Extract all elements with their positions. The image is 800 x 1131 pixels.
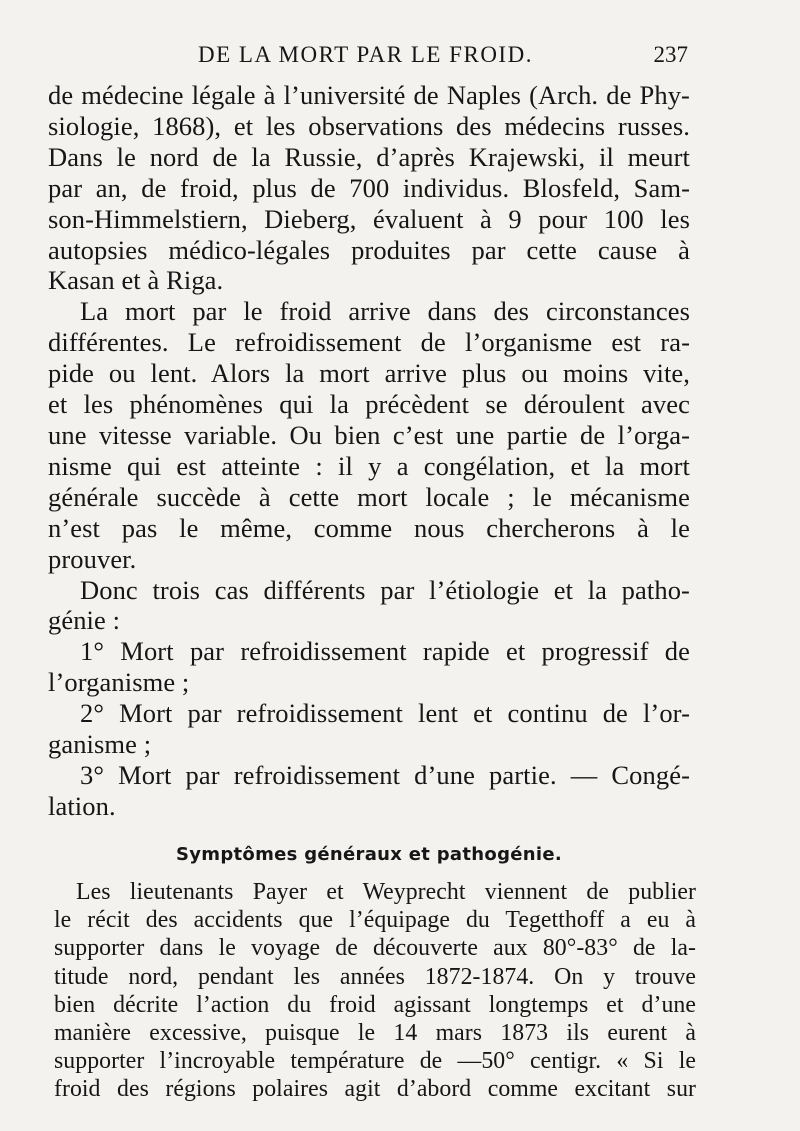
- list-item-1: [48, 636, 690, 698]
- list-item-3: [48, 760, 690, 822]
- text-line: bien décrite l’action du froid agissant longtemps et d’une: [54, 991, 696, 1018]
- main-text: [48, 80, 690, 822]
- text-line: manière excessive, puisque le 14 mars 1873 ils eurent à: [54, 1020, 696, 1047]
- text-line: par an, de froid, plus de 700 individus. Blosfeld, Sam-: [48, 172, 690, 203]
- text-line: Dans le nord de la Russie, d’après Krajewski, il meurt: [48, 141, 690, 172]
- text-line: supporter dans le voyage de découverte aux 80°-83° de la-: [54, 935, 696, 962]
- text-line: n’est pas le même, comme nous chercherons à le: [48, 512, 690, 543]
- page-number: 237: [653, 42, 688, 67]
- text-line: une vitesse variable. Ou bien c’est une partie de l’orga-: [48, 419, 690, 450]
- text-line: lation.: [48, 790, 116, 821]
- text-line: génie :: [48, 605, 121, 636]
- text-line: nisme qui est atteinte : il y a congélation, et la mort: [48, 450, 690, 481]
- paragraph-small: [54, 878, 696, 1104]
- text-line: La mort par le froid arrive dans des circonstances: [80, 296, 690, 327]
- text-line: froid des régions polaires agit d’abord comme excitant sur: [54, 1076, 696, 1103]
- text-line: titude nord, pendant les années 1872-1874. On y trouve: [54, 963, 696, 990]
- text-line: différentes. Le refroidissement de l’organisme est ra-: [48, 327, 690, 358]
- text-line: et les phénomènes qui la précèdent se déroulent avec: [48, 389, 690, 420]
- text-line: le récit des accidents que l’équipage du Tegetthoff a eu à: [54, 907, 696, 934]
- text-line: 1° Mort par refroidissement rapide et progressif de: [80, 636, 690, 667]
- paragraph-1: [48, 80, 690, 296]
- text-line: Les lieutenants Payer et Weyprecht viennent de publier: [76, 879, 696, 905]
- text-line: l’organisme ;: [48, 667, 190, 698]
- list-item-2: [48, 698, 690, 760]
- small-text: [54, 878, 696, 1104]
- text-line: siologie, 1868), et les observations des médecins russes.: [48, 110, 690, 141]
- text-line: 2° Mort par refroidissement lent et continu de l’or-: [80, 698, 690, 729]
- text-line: pide ou lent. Alors la mort arrive plus ou moins vite,: [48, 358, 690, 389]
- text-line: ganisme ;: [48, 729, 152, 760]
- text-line: 3° Mort par refroidissement d’une partie. — Congé-: [80, 759, 690, 790]
- text-line: générale succède à cette mort locale ; le mécanisme: [48, 481, 690, 512]
- text-line: son-Himmelstiern, Dieberg, évaluent à 9 pour 100 les: [48, 203, 690, 234]
- text-line: Donc trois cas différents par l’étiologie et la patho-: [80, 574, 690, 605]
- text-line: supporter l’incroyable température de —50° centigr. « Si le: [54, 1048, 696, 1075]
- section-heading: Symptômes généraux et pathogénie.: [175, 844, 562, 865]
- text-line: prouver.: [48, 543, 137, 574]
- text-line: Kasan et à Riga.: [48, 265, 224, 296]
- paragraph-2: [48, 296, 690, 574]
- text-line: de médecine légale à l’université de Naples (Arch. de Phy-: [48, 80, 690, 110]
- text-line: autopsies médico-légales produites par cette cause à: [48, 234, 690, 265]
- running-title: DE LA MORT PAR LE FROID.: [198, 42, 533, 67]
- page-header: [48, 38, 688, 72]
- paragraph-3: [48, 575, 690, 637]
